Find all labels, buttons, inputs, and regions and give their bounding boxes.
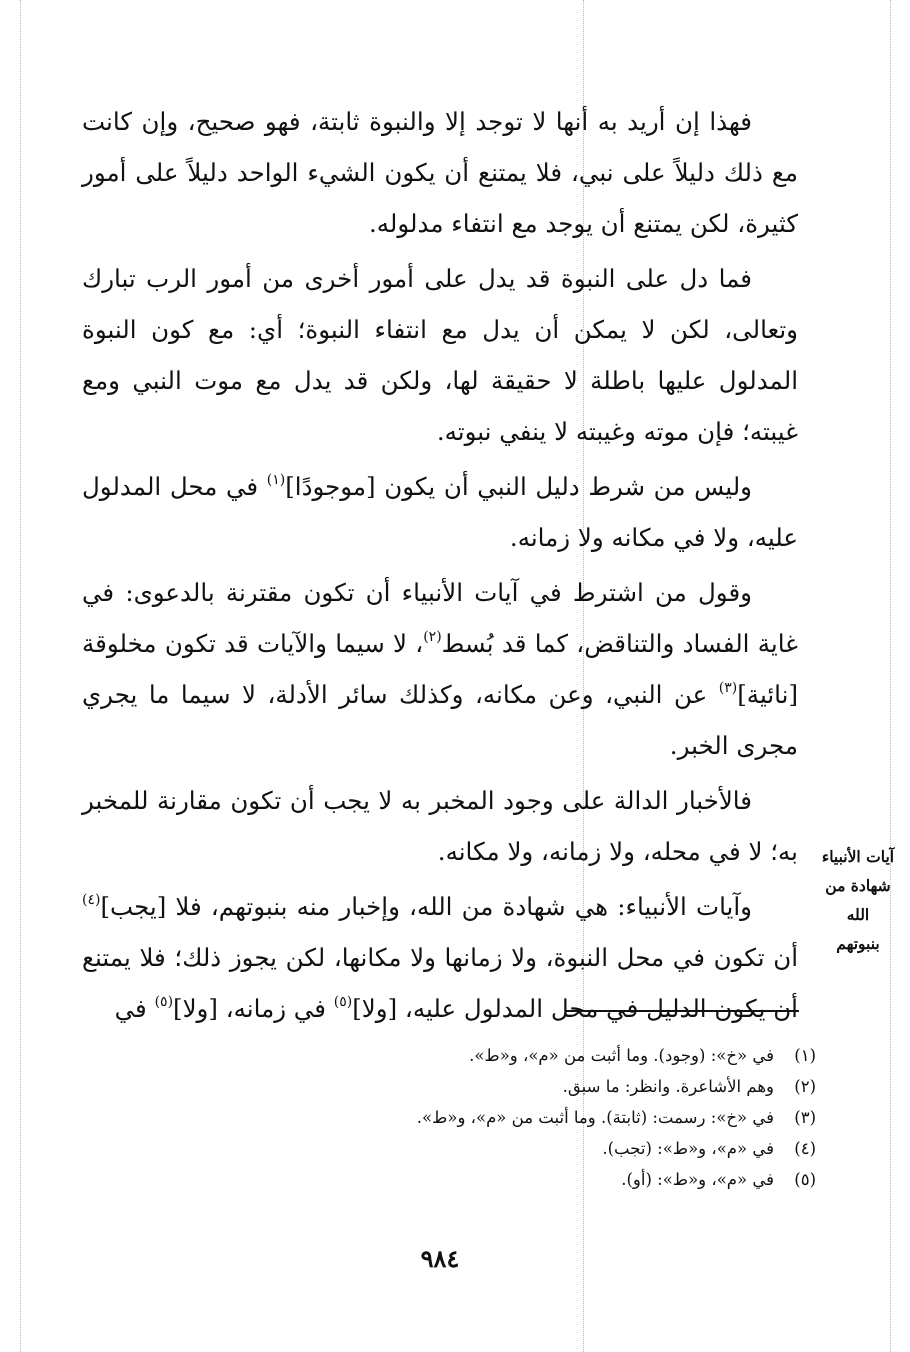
- footnote-text: وهم الأشاعرة. وانظر: ما سبق.: [562, 1077, 774, 1096]
- side-note-line: شهادة من الله: [825, 876, 891, 924]
- scan-guide-line-right: [890, 0, 891, 1352]
- paragraph-text: ، لا سيما والآيات قد تكون مخلوقة [نائية]: [82, 629, 798, 709]
- footnote-number: (١): [794, 1046, 816, 1065]
- footnote: [256, 1102, 816, 1133]
- paragraph-text: فهذا إن أريد به أنها لا توجد إلا والنبوة ثابتة، فهو صحيح، وإن كانت مع ذلك دليلاً على نبي، فلا يمتنع أن يكون الشيء الواحد دليلاً على أمور كثيرة، لكن يمتنع أن يوجد مع انتفاء مدلوله.: [82, 107, 798, 238]
- scan-guide-line-left: [20, 0, 21, 1352]
- paragraph: [82, 253, 798, 457]
- paragraph: [82, 96, 798, 249]
- footnote-ref: (٥): [154, 993, 174, 1010]
- paragraph-text: وآيات الأنبياء: هي شهادة من الله، وإخبار منه بنبوتهم، فلا [يجب]: [100, 892, 752, 921]
- footnote-text: في «م»، و«ط»: (تجب).: [602, 1139, 774, 1158]
- footnote: [256, 1164, 816, 1195]
- footnote: [256, 1040, 816, 1071]
- footnote-separator: [566, 1010, 799, 1012]
- paragraph-text: أن تكون في محل النبوة، ولا زمانها ولا مكانها، لكن يجوز ذلك؛ فلا يمتنع أن يكون الدليل في محل المدلول عليه، [ولا]: [82, 943, 798, 1023]
- paragraph: [82, 567, 798, 771]
- paragraph-text: في محل المدلول عليه، ولا في مكانه ولا زمانه.: [82, 472, 798, 552]
- paragraph-text: فالأخبار الدالة على وجود المخبر به لا يجب أن تكون مقارنة للمخبر به؛ لا في محله، ولا زمانه، ولا مكانه.: [82, 786, 798, 866]
- footnote: [256, 1133, 816, 1164]
- paragraph: [82, 775, 798, 877]
- main-text: [82, 96, 798, 1034]
- paragraph-text: وليس من شرط دليل النبي أن يكون [موجودًا]: [285, 472, 752, 501]
- page-number: ٩٨٤: [420, 1244, 460, 1273]
- paragraph-text: وقول من اشترط في آيات الأنبياء أن تكون مقترنة بالدعوى: في غاية الفساد والتناقض، كما قد بُسط: [82, 578, 798, 658]
- paragraph: [82, 461, 798, 563]
- footnote-ref: (١): [266, 471, 286, 488]
- footnote-text: في «خ»: رسمت: (ثابتة). وما أثبت من «م»، و«ط».: [416, 1108, 774, 1127]
- footnote-number: (٣): [794, 1108, 816, 1127]
- footnote-number: (٢): [794, 1077, 816, 1096]
- side-note-line: آيات الأنبياء: [821, 847, 895, 866]
- footnote-ref: (٢): [423, 628, 442, 645]
- footnote: [256, 1071, 816, 1102]
- footnote-ref: (٤): [82, 891, 101, 908]
- footnote-ref: (٣): [718, 679, 738, 696]
- footnote-number: (٥): [794, 1170, 816, 1189]
- footnote-text: في «خ»: (وجود). وما أثبت من «م»، و«ط».: [469, 1046, 774, 1065]
- side-note: [812, 842, 904, 958]
- footnote-text: في «م»، و«ط»: (أو).: [621, 1170, 774, 1189]
- paragraph-text: فما دل على النبوة قد يدل على أمور أخرى من أمور الرب تبارك وتعالى، لكن لا يمكن أن يدل مع انتفاء النبوة؛ أي: مع كون النبوة المدلول عليها باطلة لا حقيقة لها، ولكن قد يدل مع موت النبي ومع غيبته؛ فإن موته وغيبته لا ينفي نبوته.: [82, 264, 798, 446]
- footnote-ref: (٥): [333, 993, 353, 1010]
- footnotes: [256, 1040, 816, 1195]
- footnote-number: (٤): [794, 1139, 816, 1158]
- paragraph-text: عن النبي، وعن مكانه، وكذلك سائر الأدلة، لا سيما ما يجري مجرى الخبر.: [82, 680, 798, 760]
- paragraph-text: في زمانه، [ولا]: [173, 994, 334, 1023]
- side-note-line: بنبوتهم: [836, 934, 880, 953]
- paragraph-text: في: [114, 994, 155, 1023]
